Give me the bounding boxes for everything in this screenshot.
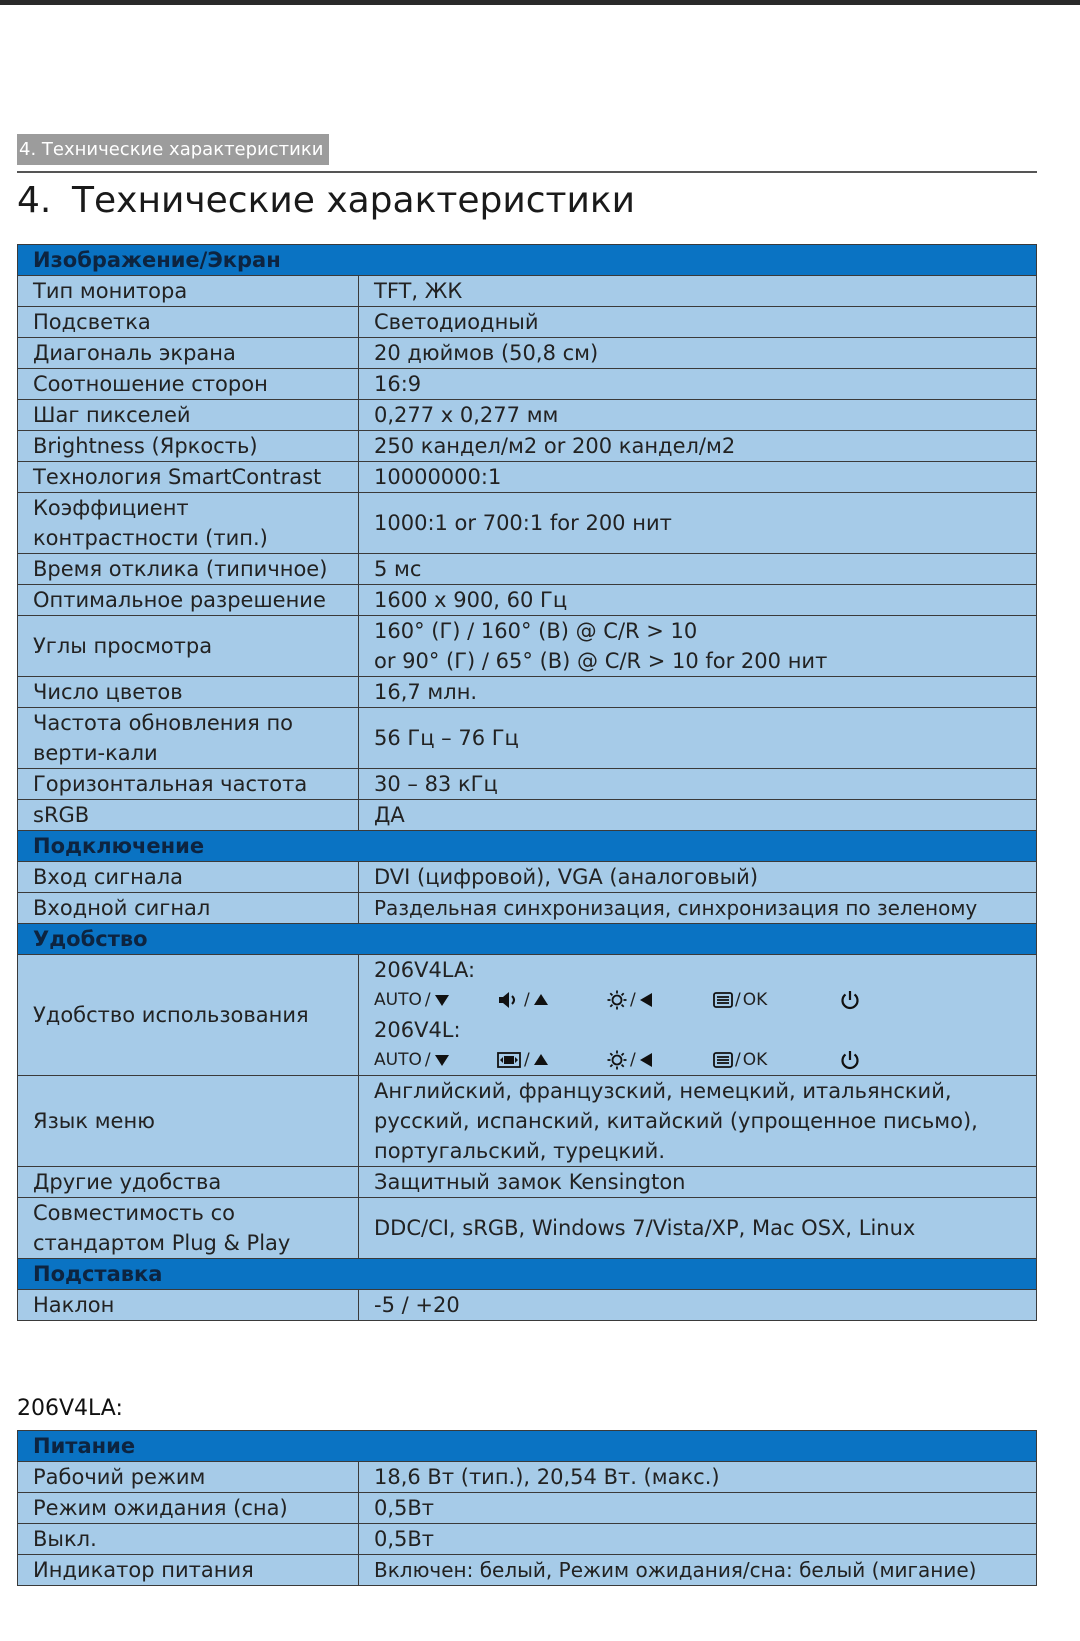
table-row [18, 369, 1037, 400]
row-label: Горизонтальная частота [18, 769, 359, 800]
up-triangle-icon [533, 1053, 549, 1067]
power-model-subheading: 206V4LA: [17, 1396, 123, 1421]
section-header-label: Подставка [18, 1259, 1037, 1290]
section-header-label: Изображение/Экран [18, 245, 1037, 276]
section-header-label: Подключение [18, 831, 1037, 862]
table-row [18, 307, 1037, 338]
table-section-header [18, 1259, 1037, 1290]
table-row [18, 769, 1037, 800]
table-row [18, 462, 1037, 493]
power-table [17, 1430, 1037, 1586]
section-tab: 4. Технические характеристики [17, 134, 329, 165]
row-value: Включен: белый, Режим ожидания/сна: белый (мигание) [359, 1555, 1037, 1586]
row-label: Вход сигнала [18, 862, 359, 893]
table-section-header [18, 1431, 1037, 1462]
row-label: sRGB [18, 800, 359, 831]
table-row [18, 1555, 1037, 1586]
table-row [18, 585, 1037, 616]
row-value: DVI (цифровой), VGA (аналоговый) [359, 862, 1037, 893]
table-row [18, 616, 1037, 677]
down-triangle-icon [434, 1053, 450, 1067]
row-value: 30 – 83 кГц [359, 769, 1037, 800]
row-label: Соотношение сторон [18, 369, 359, 400]
row-value: Раздельная синхронизация, синхронизация по зеленому [359, 893, 1037, 924]
row-value: Защитный замок Kensington [359, 1167, 1037, 1198]
row-value: 1600 x 900, 60 Гц [359, 585, 1037, 616]
row-label: Углы просмотра [18, 616, 359, 677]
row-value: 5 мс [359, 554, 1037, 585]
table-row [18, 955, 1037, 1076]
row-label: Частота обновления по верти-кали [18, 708, 359, 769]
row-label: Тип монитора [18, 276, 359, 307]
power-control [839, 989, 861, 1011]
menu-icon [713, 1052, 733, 1068]
table-row [18, 1462, 1037, 1493]
table-row [18, 276, 1037, 307]
model-label: 206V4L: [374, 1018, 461, 1042]
row-value-line: 160° (Г) / 160° (В) @ C/R > 10 [374, 619, 698, 643]
row-label: Индикатор питания [18, 1555, 359, 1586]
row-label: Шаг пикселей [18, 400, 359, 431]
row-label: Наклон [18, 1290, 359, 1321]
row-label: Коэффициент контрастности (тип.) [18, 493, 359, 554]
row-value: 1000:1 or 700:1 for 200 нит [359, 493, 1037, 554]
control-buttons-row [374, 1045, 1021, 1075]
aspect-ratio-icon [497, 1052, 521, 1068]
auto-label: AUTO [374, 1050, 422, 1070]
table-section-header [18, 924, 1037, 955]
row-label: Brightness (Яркость) [18, 431, 359, 462]
ok-label: OK [742, 1050, 768, 1070]
left-triangle-icon [639, 1052, 653, 1068]
row-label: Оптимальное разрешение [18, 585, 359, 616]
row-value: ДА [359, 800, 1037, 831]
row-label: Режим ожидания (сна) [18, 1493, 359, 1524]
row-label: Время отклика (типичное) [18, 554, 359, 585]
top-border [0, 0, 1080, 5]
ok-label: OK [742, 990, 768, 1010]
table-row [18, 400, 1037, 431]
section-header-label: Удобство [18, 924, 1037, 955]
row-value: 10000000:1 [359, 462, 1037, 493]
table-row [18, 893, 1037, 924]
table-row [18, 1167, 1037, 1198]
model-label: 206V4LA: [374, 958, 476, 982]
specs-table [17, 244, 1037, 1321]
row-label: Язык меню [18, 1076, 359, 1167]
row-label: Технология SmartContrast [18, 462, 359, 493]
row-value: 16,7 млн. [359, 677, 1037, 708]
auto-down-control: AUTO / [374, 1045, 497, 1075]
menu-icon [713, 992, 733, 1008]
brightness-icon [607, 1050, 627, 1070]
row-value: Английский, французский, немецкий, итальянский, русский, испанский, китайский (упрощенное письмо), португальский, турецкий. [359, 1076, 1037, 1167]
volume-icon [497, 991, 521, 1009]
left-triangle-icon [639, 992, 653, 1008]
table-row [18, 1290, 1037, 1321]
section-header-label: Питание [18, 1431, 1037, 1462]
row-value-controls [359, 955, 1037, 1076]
aspect-up-control: / [497, 1045, 607, 1075]
power-icon [839, 989, 861, 1011]
row-value: 16:9 [359, 369, 1037, 400]
section-divider [17, 171, 1037, 173]
row-label: Входной сигнал [18, 893, 359, 924]
table-row [18, 1493, 1037, 1524]
table-row [18, 493, 1037, 554]
row-value: 18,6 Вт (тип.), 20,54 Вт. (макс.) [359, 1462, 1037, 1493]
table-row [18, 862, 1037, 893]
table-row [18, 708, 1037, 769]
auto-down-control: AUTO / [374, 985, 497, 1015]
title-number: 4. [17, 180, 52, 221]
brightness-icon [607, 990, 627, 1010]
row-value: TFT, ЖК [359, 276, 1037, 307]
volume-up-control: / [497, 985, 607, 1015]
row-label: Подсветка [18, 307, 359, 338]
row-value-line: or 90° (Г) / 65° (В) @ C/R > 10 for 200 нит [374, 649, 828, 673]
row-label: Удобство использования [18, 955, 359, 1076]
table-row [18, 677, 1037, 708]
table-row [18, 431, 1037, 462]
row-label: Число цветов [18, 677, 359, 708]
row-value: Светодиодный [359, 307, 1037, 338]
row-value: 0,5Вт [359, 1524, 1037, 1555]
power-control [839, 1049, 861, 1071]
row-value: DDC/CI, sRGB, Windows 7/Vista/XP, Mac OSX, Linux [359, 1198, 1037, 1259]
up-triangle-icon [533, 993, 549, 1007]
row-value [359, 616, 1037, 677]
table-row [18, 1198, 1037, 1259]
brightness-left-control: / [607, 1045, 713, 1075]
table-section-header [18, 831, 1037, 862]
table-section-header [18, 245, 1037, 276]
auto-label: AUTO [374, 990, 422, 1010]
row-label: Другие удобства [18, 1167, 359, 1198]
power-icon [839, 1049, 861, 1071]
table-row [18, 1076, 1037, 1167]
row-value: 250 кандел/м2 or 200 кандел/м2 [359, 431, 1037, 462]
row-value: 0,277 x 0,277 мм [359, 400, 1037, 431]
row-value: 56 Гц – 76 Гц [359, 708, 1037, 769]
table-row [18, 1524, 1037, 1555]
row-label: Рабочий режим [18, 1462, 359, 1493]
table-row [18, 800, 1037, 831]
row-value: -5 / +20 [359, 1290, 1037, 1321]
table-row [18, 338, 1037, 369]
brightness-left-control: / [607, 985, 713, 1015]
menu-ok-control: / OK [713, 985, 839, 1015]
row-value: 20 дюймов (50,8 см) [359, 338, 1037, 369]
row-label: Выкл. [18, 1524, 359, 1555]
row-label: Диагональ экрана [18, 338, 359, 369]
title-text: Технические характеристики [72, 180, 636, 221]
page-title [17, 178, 635, 224]
row-value: 0,5Вт [359, 1493, 1037, 1524]
control-buttons-row [374, 985, 1021, 1015]
table-row [18, 554, 1037, 585]
down-triangle-icon [434, 993, 450, 1007]
menu-ok-control: / OK [713, 1045, 839, 1075]
row-label: Совместимость со стандартом Plug & Play [18, 1198, 359, 1259]
